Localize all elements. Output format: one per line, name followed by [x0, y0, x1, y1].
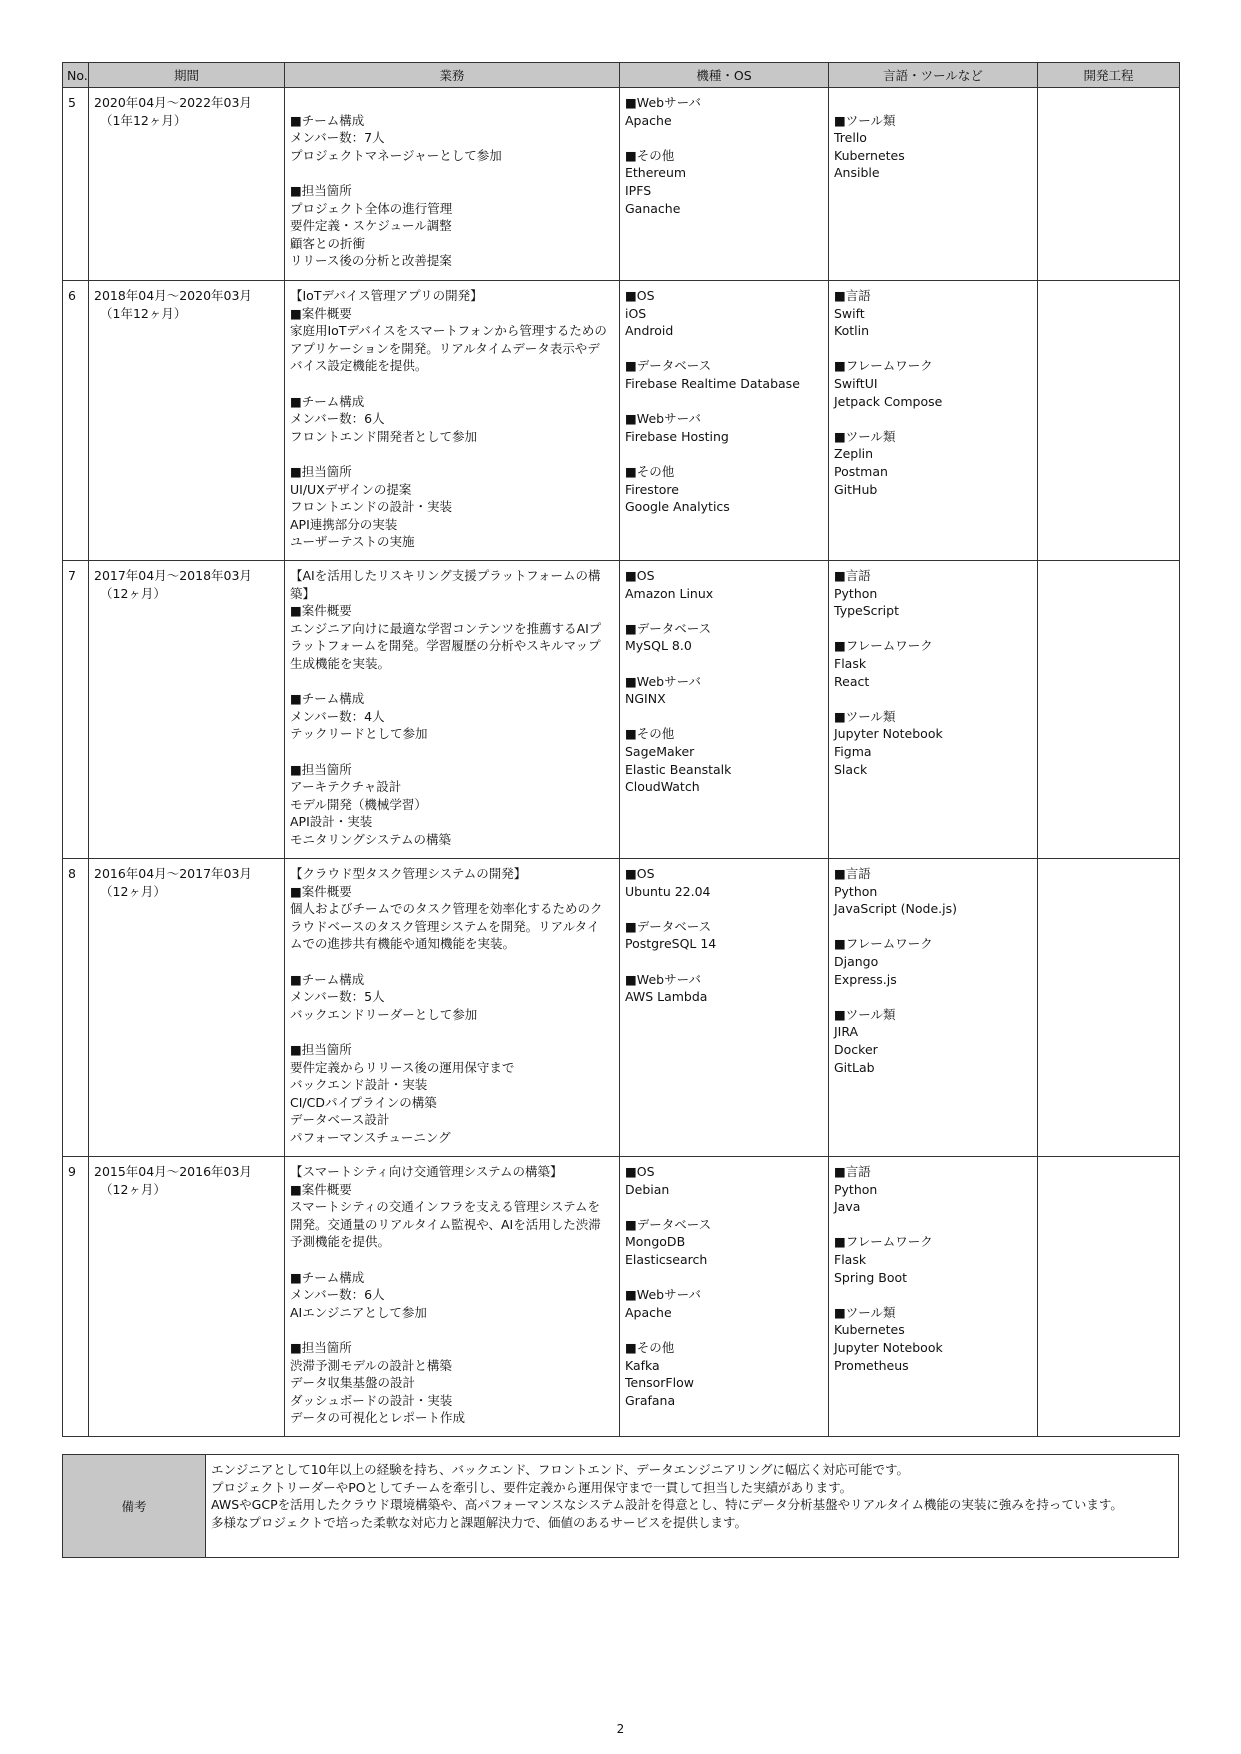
cell-period: [89, 1157, 285, 1437]
tools-line: Python: [834, 1181, 878, 1197]
platform-line: CloudWatch: [625, 779, 700, 795]
business-line: [290, 375, 614, 393]
tools-line: React: [834, 673, 870, 689]
platform-line: MySQL 8.0: [625, 638, 692, 654]
business-line: UI/UXデザインの提案: [290, 481, 412, 497]
cell-no: 7: [63, 561, 89, 859]
cell-no: 6: [63, 281, 89, 561]
platform-line: ■OS: [625, 1164, 655, 1179]
tools-line: [834, 340, 1032, 358]
business-line: プロジェクトマネージャーとして参加: [290, 147, 502, 163]
business-line: モデル開発（機械学習）: [290, 796, 427, 812]
business-line: プロジェクト全体の進行管理: [290, 200, 453, 216]
tools-line: GitHub: [834, 481, 878, 497]
business-line: 生成機能を実装。: [290, 655, 391, 671]
platform-line: IPFS: [625, 182, 652, 198]
platform-line: ■Webサーバ: [625, 1287, 701, 1303]
tools-line: ■言語: [834, 568, 871, 583]
period-line: 2018年04月～2020年03月: [94, 288, 252, 303]
business-line: データ収集基盤の設計: [290, 1375, 416, 1391]
platform-line: ■OS: [625, 866, 655, 881]
business-line: フロントエンドの設計・実装: [290, 499, 453, 515]
header-business: 業務: [285, 63, 620, 88]
tools-line: Express.js: [834, 971, 897, 987]
business-line: ムでの進捗共有機能や通知機能を実装。: [290, 936, 516, 952]
cell-no: 8: [63, 859, 89, 1157]
cell-no: 9: [63, 1157, 89, 1437]
platform-line: [625, 708, 823, 726]
business-line: ■担当箇所: [290, 463, 352, 479]
cell-platform: [620, 281, 829, 561]
cell-platform: [620, 1157, 829, 1437]
table-row: [63, 281, 1180, 561]
business-line: ■案件概要: [290, 305, 352, 321]
tools-line: ■フレームワーク: [834, 1234, 933, 1250]
platform-line: [625, 655, 823, 673]
business-line: 家庭用IoTデバイスをスマートフォンから管理するための: [290, 323, 607, 339]
table-body: [63, 88, 1180, 1437]
cell-tools: [829, 281, 1038, 561]
cell-period: [89, 88, 285, 281]
business-line: [290, 1023, 614, 1041]
platform-line: Elastic Beanstalk: [625, 761, 732, 777]
platform-line: ■その他: [625, 463, 675, 479]
tools-line: Postman: [834, 463, 888, 479]
cell-platform: [620, 859, 829, 1157]
period-line: 2017年04月～2018年03月: [94, 568, 252, 583]
business-line: [290, 953, 614, 971]
business-line: 要件定義からリリース後の運用保守まで: [290, 1059, 515, 1075]
platform-line: [625, 1269, 823, 1287]
period-line: （1年12ヶ月）: [100, 305, 187, 321]
business-line: 予測機能を提供。: [290, 1234, 391, 1250]
platform-line: MongoDB: [625, 1234, 686, 1250]
table-row: [63, 561, 1180, 859]
platform-line: Ubuntu 22.04: [625, 883, 711, 899]
business-line: AIエンジニアとして参加: [290, 1304, 427, 1320]
platform-line: [625, 129, 823, 147]
business-line: エンジニア向けに最適な学習コンテンツを推薦するAIプ: [290, 620, 602, 636]
tools-line: Jetpack Compose: [834, 393, 943, 409]
business-line: 【スマートシティ向け交通管理システムの構築】: [290, 1164, 563, 1179]
platform-line: [625, 340, 823, 358]
tools-line: Python: [834, 883, 878, 899]
business-line: ■チーム構成: [290, 393, 365, 409]
business-line: メンバー数：4人: [290, 708, 385, 724]
tools-line: ■ツール類: [834, 708, 896, 724]
platform-line: ■OS: [625, 288, 655, 303]
business-line: ラットフォームを開発。学習履歴の分析やスキルマップ: [290, 638, 601, 654]
remarks-table: [62, 1454, 1179, 1558]
tools-line: Slack: [834, 761, 868, 777]
cell-business: [285, 88, 620, 281]
table-row: [63, 88, 1180, 281]
platform-line: Amazon Linux: [625, 585, 714, 601]
tools-line: Trello: [834, 130, 867, 146]
tools-line: [834, 690, 1032, 708]
platform-line: ■OS: [625, 568, 655, 583]
remarks-line: 多様なプロジェクトで培った柔軟な対応力と課題解決力で、価値のあるサービスを提供します。: [211, 1514, 748, 1530]
platform-line: ■その他: [625, 726, 675, 742]
platform-line: [625, 1198, 823, 1216]
period-line: （1年12ヶ月）: [100, 112, 187, 128]
business-line: [290, 1251, 614, 1269]
cell-tools: [829, 1157, 1038, 1437]
business-line: フロントエンド開発者として参加: [290, 428, 478, 444]
business-line: [290, 1321, 614, 1339]
business-line: ■案件概要: [290, 1181, 352, 1197]
platform-line: PostgreSQL 14: [625, 936, 717, 952]
business-line: アプリケーションを開発。リアルタイムデータ表示やデ: [290, 340, 600, 356]
tools-line: ■言語: [834, 866, 871, 881]
business-line: リリース後の分析と改善提案: [290, 253, 452, 269]
remarks-label: 備考: [63, 1455, 206, 1558]
business-line: ■チーム構成: [290, 691, 365, 707]
business-line: [290, 673, 614, 691]
business-line: [290, 94, 614, 112]
cell-period: [89, 859, 285, 1157]
tools-line: JavaScript (Node.js): [834, 901, 957, 917]
business-line: 【クラウド型タスク管理システムの開発】: [290, 866, 527, 881]
table-row: [63, 859, 1180, 1157]
cell-tools: [829, 859, 1038, 1157]
business-line: ■チーム構成: [290, 1269, 365, 1285]
tools-line: ■ツール類: [834, 428, 896, 444]
tools-line: Spring Boot: [834, 1269, 908, 1285]
business-line: ■担当箇所: [290, 761, 352, 777]
business-line: スマートシティの交通インフラを支える管理システムを: [290, 1199, 601, 1215]
business-line: モニタリングシステムの構築: [290, 831, 452, 847]
period-line: 2020年04月～2022年03月: [94, 95, 252, 110]
cell-tools: [829, 88, 1038, 281]
cell-process: [1038, 1157, 1180, 1437]
business-line: ■担当箇所: [290, 1041, 352, 1057]
business-line: [290, 743, 614, 761]
tools-line: ■フレームワーク: [834, 638, 933, 654]
cell-business: [285, 859, 620, 1157]
table-header-row: [63, 63, 1180, 88]
business-line: メンバー数：5人: [290, 989, 385, 1005]
header-no: No.: [63, 63, 89, 88]
platform-line: [625, 953, 823, 971]
tools-line: [834, 988, 1032, 1006]
business-line: バックエンドリーダーとして参加: [290, 1006, 478, 1022]
business-line: ■担当箇所: [290, 1339, 352, 1355]
cell-period: [89, 561, 285, 859]
platform-line: TensorFlow: [625, 1375, 694, 1391]
business-line: ダッシュボードの設計・実装: [290, 1392, 453, 1408]
business-line: メンバー数：6人: [290, 411, 385, 427]
business-line: テックリードとして参加: [290, 726, 428, 742]
platform-line: Ethereum: [625, 165, 687, 181]
cell-process: [1038, 561, 1180, 859]
platform-line: ■その他: [625, 147, 675, 163]
tools-line: ■言語: [834, 1164, 871, 1179]
platform-line: [625, 900, 823, 918]
business-line: データの可視化とレポート作成: [290, 1410, 466, 1426]
platform-line: ■Webサーバ: [625, 411, 701, 427]
tools-line: Kotlin: [834, 323, 869, 339]
tools-line: TypeScript: [834, 603, 899, 619]
business-line: ■チーム構成: [290, 112, 365, 128]
tools-line: Zeplin: [834, 446, 874, 462]
header-tools: 言語・ツールなど: [829, 63, 1038, 88]
tools-line: ■ツール類: [834, 112, 896, 128]
business-line: [290, 445, 614, 463]
tools-line: Java: [834, 1199, 861, 1215]
remarks-line: エンジニアとして10年以上の経験を持ち、バックエンド、フロントエンド、データエンジニアリングに幅広く対応可能です。: [211, 1462, 910, 1477]
cell-business: [285, 561, 620, 859]
period-line: 2016年04月～2017年03月: [94, 866, 252, 881]
business-line: バックエンド設計・実装: [290, 1077, 428, 1093]
platform-line: Firestore: [625, 481, 679, 497]
business-line: ■担当箇所: [290, 182, 352, 198]
cell-platform: [620, 88, 829, 281]
tools-line: Docker: [834, 1041, 878, 1057]
platform-line: Apache: [625, 1304, 672, 1320]
tools-line: [834, 1286, 1032, 1304]
business-line: アーキテクチャ設計: [290, 779, 402, 795]
platform-line: ■データベース: [625, 1216, 712, 1232]
period-line: 2015年04月～2016年03月: [94, 1164, 252, 1179]
tools-line: Prometheus: [834, 1357, 909, 1373]
business-line: 開発。交通量のリアルタイム監視や、AIを活用した渋滞: [290, 1216, 601, 1232]
platform-line: Kafka: [625, 1357, 660, 1373]
platform-line: iOS: [625, 305, 647, 321]
platform-line: Grafana: [625, 1392, 676, 1408]
business-line: ラウドベースのタスク管理システムを開発。リアルタイ: [290, 918, 600, 934]
header-platform: 機種・OS: [620, 63, 829, 88]
business-line: 個人およびチームでのタスク管理を効率化するためのク: [290, 901, 603, 917]
business-line: [290, 164, 614, 182]
cell-no: 5: [63, 88, 89, 281]
business-line: メンバー数：7人: [290, 130, 385, 146]
tools-line: Figma: [834, 743, 872, 759]
platform-line: Firebase Realtime Database: [625, 375, 800, 391]
platform-line: Firebase Hosting: [625, 428, 729, 444]
tools-line: Django: [834, 953, 879, 969]
platform-line: Apache: [625, 112, 672, 128]
platform-line: [625, 445, 823, 463]
business-line: 【IoTデバイス管理アプリの開発】: [290, 288, 483, 303]
platform-line: Android: [625, 323, 674, 339]
platform-line: NGINX: [625, 691, 666, 707]
platform-line: ■データベース: [625, 358, 712, 374]
business-line: 渋滞予測モデルの設計と構築: [290, 1357, 452, 1373]
platform-line: Elasticsearch: [625, 1251, 708, 1267]
tools-line: [834, 410, 1032, 428]
tools-line: Kubernetes: [834, 147, 905, 163]
platform-line: ■Webサーバ: [625, 95, 701, 110]
platform-line: Google Analytics: [625, 499, 730, 515]
table-row: [63, 1157, 1180, 1437]
platform-line: Ganache: [625, 200, 681, 216]
business-line: データベース設計: [290, 1112, 390, 1128]
header-period: 期間: [89, 63, 285, 88]
platform-line: ■データベース: [625, 620, 712, 636]
business-line: ■チーム構成: [290, 971, 365, 987]
tools-line: GitLab: [834, 1059, 875, 1075]
platform-line: SageMaker: [625, 743, 695, 759]
platform-line: Debian: [625, 1181, 670, 1197]
header-process: 開発工程: [1038, 63, 1180, 88]
cell-process: [1038, 859, 1180, 1157]
business-line: CI/CDパイプラインの構築: [290, 1094, 437, 1110]
tools-line: Jupyter Notebook: [834, 1339, 943, 1355]
tools-line: [834, 94, 1032, 112]
tools-line: SwiftUI: [834, 375, 878, 391]
tools-line: ■フレームワーク: [834, 358, 933, 374]
cell-period: [89, 281, 285, 561]
cell-process: [1038, 88, 1180, 281]
cell-business: [285, 1157, 620, 1437]
period-line: （12ヶ月）: [100, 1181, 166, 1197]
tools-line: [834, 1216, 1032, 1234]
page-number: 2: [616, 1722, 625, 1736]
platform-line: ■Webサーバ: [625, 673, 701, 689]
platform-line: ■データベース: [625, 918, 712, 934]
platform-line: ■その他: [625, 1339, 675, 1355]
tools-line: Jupyter Notebook: [834, 726, 943, 742]
business-line: 【AIを活用したリスキリング支援プラットフォームの構: [290, 568, 601, 583]
business-line: ■案件概要: [290, 883, 352, 899]
tools-line: ■言語: [834, 288, 871, 303]
tools-line: [834, 620, 1032, 638]
business-line: API設計・実装: [290, 814, 373, 830]
platform-line: ■Webサーバ: [625, 971, 701, 987]
tools-line: Swift: [834, 305, 865, 321]
business-line: ユーザーテストの実施: [290, 534, 415, 550]
business-line: 要件定義・スケジュール調整: [290, 218, 452, 234]
business-line: 築】: [290, 585, 316, 601]
business-line: パフォーマンスチューニング: [290, 1129, 451, 1145]
period-line: （12ヶ月）: [100, 585, 166, 601]
business-line: バイス設定機能を提供。: [290, 358, 428, 374]
period-line: （12ヶ月）: [100, 883, 166, 899]
cell-platform: [620, 561, 829, 859]
tools-line: Python: [834, 585, 878, 601]
platform-line: [625, 393, 823, 411]
remarks-line: AWSやGCPを活用したクラウド環境構築や、高パフォーマンスなシステム設計を得意とし、特にデータ分析基盤やリアルタイム機能の実装に強みを持っています。: [211, 1497, 1123, 1513]
tools-line: Ansible: [834, 165, 880, 181]
tools-line: [834, 918, 1032, 936]
project-history-table: [62, 62, 1180, 1437]
tools-line: ■フレームワーク: [834, 936, 933, 952]
remarks-line: プロジェクトリーダーやPOとしてチームを牽引し、要件定義から運用保守まで一貫して担当した実績があります。: [211, 1479, 853, 1495]
business-line: メンバー数：6人: [290, 1287, 385, 1303]
business-line: API連携部分の実装: [290, 516, 398, 532]
tools-line: JIRA: [834, 1024, 859, 1040]
tools-line: Flask: [834, 1251, 867, 1267]
tools-line: Flask: [834, 655, 867, 671]
cell-process: [1038, 281, 1180, 561]
tools-line: ■ツール類: [834, 1006, 896, 1022]
business-line: 顧客との折衝: [290, 235, 366, 251]
tools-line: Kubernetes: [834, 1322, 905, 1338]
business-line: ■案件概要: [290, 603, 352, 619]
tools-line: ■ツール類: [834, 1304, 896, 1320]
cell-business: [285, 281, 620, 561]
platform-line: [625, 602, 823, 620]
platform-line: AWS Lambda: [625, 989, 708, 1005]
remarks-content: [206, 1455, 1179, 1558]
platform-line: [625, 1321, 823, 1339]
cell-tools: [829, 561, 1038, 859]
